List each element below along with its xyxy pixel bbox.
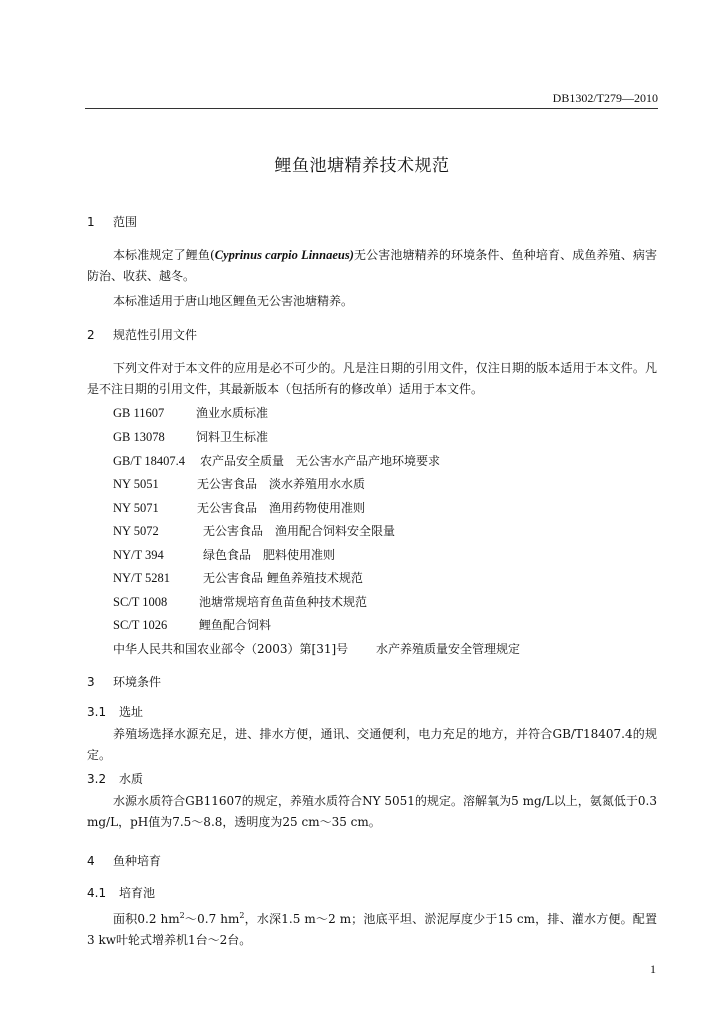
reference-title: 无公害食品 淡水养殖用水水质: [197, 477, 366, 491]
reference-code: 中华人民共和国农业部令（2003）第[31]号: [113, 642, 349, 656]
reference-row: [113, 522, 395, 539]
superscript: 2: [239, 911, 245, 920]
section-2-paragraph: 下列文件对于本文件的应用是必不可少的。凡是注日期的引用文件，仅注日期的版本适用于本文件。凡是不注日期的引用文件，其最新版本（包括所有的修改单）适用于本文件。: [87, 361, 657, 396]
reference-code: GB/T 18407.4: [113, 454, 185, 468]
reference-title: 无公害食品 渔用药物使用准则: [197, 501, 366, 515]
reference-title: 无公害食品 渔用配合饲料安全限量: [203, 524, 396, 538]
reference-title: 渔业水质标准: [196, 406, 269, 420]
section-4-1-paragraph: [87, 905, 657, 951]
section-2-heading: [87, 326, 197, 343]
section-number: 3.2: [87, 772, 107, 786]
section-title: 规范性引用文件: [113, 328, 198, 342]
section-number: 3: [87, 675, 95, 689]
reference-title: 水产养殖质量安全管理规定: [376, 642, 521, 656]
reference-title: 饲料卫生标准: [196, 430, 269, 444]
reference-title: 绿色食品 肥料使用准则: [203, 548, 336, 562]
section-3-1-heading: [87, 703, 143, 720]
reference-row: [113, 640, 520, 657]
reference-code: NY 5051: [113, 477, 159, 491]
text-run: ～0.7 hm: [184, 912, 240, 926]
reference-code: NY/T 5281: [113, 571, 171, 585]
reference-title: 池塘常规培育鱼苗鱼种技术规范: [199, 595, 368, 609]
text-run: 本标准规定了鲤鱼(: [113, 248, 215, 262]
section-title: 水质: [119, 772, 144, 786]
reference-code: SC/T 1026: [113, 618, 168, 632]
reference-code: NY 5072: [113, 524, 159, 538]
reference-row: [113, 569, 363, 586]
reference-row: [113, 475, 365, 492]
reference-row: [113, 404, 268, 421]
reference-row: [113, 452, 440, 469]
section-number: 4.1: [87, 886, 107, 900]
section-3-1-paragraph: 养殖场选择水源充足，进、排水方便，通讯、交通便利，电力充足的地方，并符合GB/T18407.4的规定。: [87, 727, 657, 762]
reference-row: [113, 616, 271, 633]
text-run: 面积0.2 hm: [113, 912, 180, 926]
section-1-paragraph-2: 本标准适用于唐山地区鲤鱼无公害池塘精养。: [113, 294, 354, 308]
section-number: 4: [87, 854, 95, 868]
reference-row: [113, 499, 365, 516]
section-4-1-heading: [87, 884, 155, 901]
text-run: 无公害池塘精养的环境条件、鱼种培育、成鱼养殖、病害防治、收获、越冬。: [87, 248, 657, 283]
reference-code: NY/T 394: [113, 548, 164, 562]
section-1-heading: [87, 213, 137, 230]
section-title: 范围: [113, 215, 138, 229]
reference-title: 农产品安全质量 无公害水产品产地环境要求: [200, 454, 441, 468]
page-number: 1: [650, 962, 656, 976]
section-3-2-heading: [87, 770, 143, 787]
reference-code: GB 11607: [113, 406, 165, 420]
section-title: 环境条件: [113, 675, 162, 689]
reference-title: 无公害食品 鲤鱼养殖技术规范: [203, 571, 363, 585]
section-number: 3.1: [87, 705, 107, 719]
reference-row: [113, 593, 367, 610]
reference-code: SC/T 1008: [113, 595, 168, 609]
header-rule: [85, 108, 658, 109]
section-3-2-paragraph: 水源水质符合GB11607的规定，养殖水质符合NY 5051的规定。溶解氧为5 mg/L以上，氨氮低于0.3 mg/L，pH值为7.5～8.8，透明度为25 cm～35 cm。: [87, 794, 657, 829]
superscript: 2: [179, 911, 185, 920]
section-4-heading: [87, 852, 161, 869]
text-run: ，水深1.5 m～2 m；池底平坦、淤泥厚度少于15 cm，排、灌水方便。配置3 kw叶轮式增养机1台～2台。: [87, 912, 657, 947]
reference-code: NY 5071: [113, 501, 159, 515]
section-title: 选址: [119, 705, 144, 719]
reference-row: [113, 546, 335, 563]
section-3-heading: [87, 673, 161, 690]
section-number: 2: [87, 328, 95, 342]
document-title: 鲤鱼池塘精养技术规范: [274, 156, 450, 176]
reference-row: [113, 428, 268, 445]
latin-name: Cyprinus carpio Linnaeus): [214, 248, 354, 262]
section-title: 鱼种培育: [113, 854, 162, 868]
reference-title: 鲤鱼配合饲料: [199, 618, 272, 632]
document-code: DB1302/T279—2010: [552, 91, 658, 105]
section-title: 培育池: [119, 886, 156, 900]
reference-code: GB 13078: [113, 430, 165, 444]
section-1-paragraph-1: [87, 245, 657, 287]
section-number: 1: [87, 215, 95, 229]
